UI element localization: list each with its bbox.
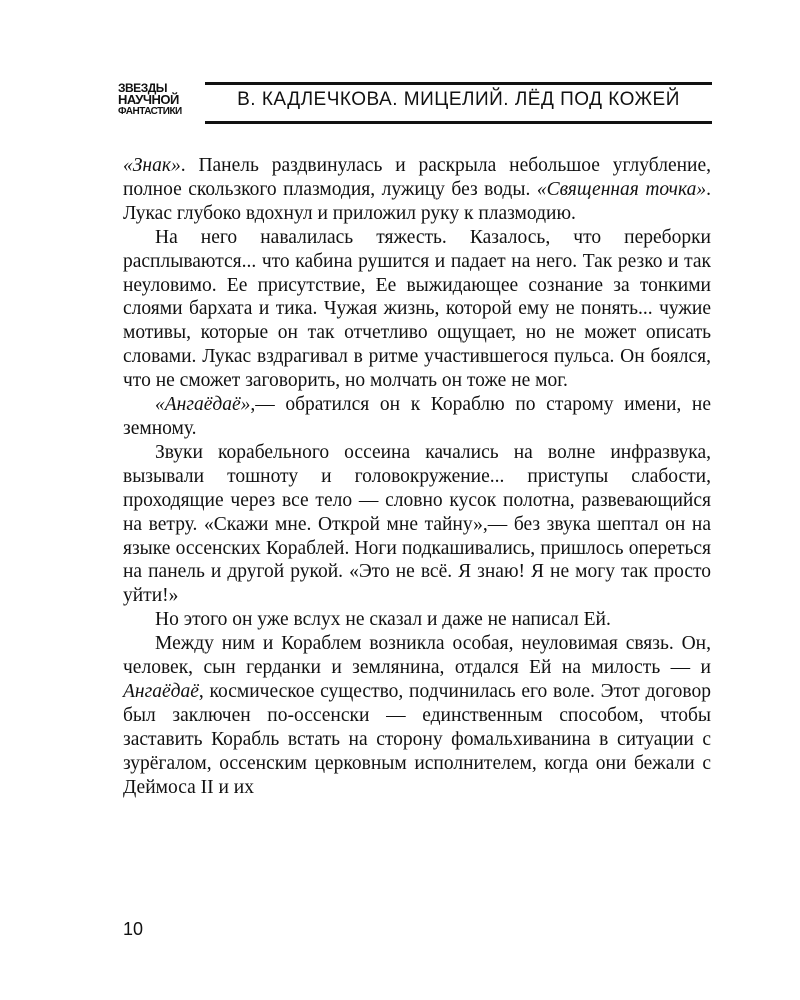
- paragraph-6: [123, 632, 711, 799]
- paragraph-3-text: ,— обратился он к Кораблю по старому имени, не земному.: [123, 394, 711, 439]
- paragraph-1-text-b: . Лукас глубоко вдохнул и приложил руку к плазмодию.: [123, 178, 711, 224]
- italic-term-znak: «Знак»: [123, 155, 181, 176]
- running-head: В. КАДЛЕЧКОВА. МИЦЕЛИЙ. ЛЁД ПОД КОЖЕЙ: [237, 89, 680, 110]
- paragraph-2: На него навалилась тяжесть. Казалось, что переборки расплываются... что кабина рушится и падает на него. Так резко и так неуловимо. Ее присутствие, Ее выжидающее сознание за тонкими слоями бархата и тика. Чужая жизнь, которой ему не понять... чужие мотивы, которые он так отчетливо ощущает, но не может описать словами. Лукас вздрагивал в ритме участившегося пульса. Он боялся, что не сможет заговорить, но молчать он тоже не мог.: [123, 226, 711, 392]
- paragraph-3: [123, 393, 711, 441]
- italic-ship-name-2: Ангаёдаё: [123, 680, 199, 702]
- logo-line-2: НАУЧНОЙ: [118, 92, 179, 107]
- paragraph-1: [123, 154, 711, 226]
- paragraph-1-text-a: . Панель раздвинулась и раскрыла небольшое углубление, полное скользкого плазмодия, лужицу без воды.: [123, 155, 711, 200]
- header-rule-top: [205, 82, 712, 85]
- logo-line-3: ФАНТАСТИКИ: [118, 106, 182, 117]
- italic-term-sacred-point: «Священная точка»: [536, 178, 707, 200]
- paragraph-6-text-a: Между ним и Кораблем возникла особая, неуловимая связь. Он, человек, сын герданки и землянина, отдался Ей на милость — и: [123, 633, 711, 679]
- body-text: [123, 154, 711, 799]
- paragraph-4: Звуки корабельного оссеина качались на волне инфразвука, вызывали тошноту и головокружение... приступы слабости, проходящие через все тело — словно кусок полотна, развевающийся на ветру. «Скажи мне. Открой мне тайну»,— без звука шептал он на языке оссенских Кораблей. Ноги подкашивались, пришлось опереться на панель и другой рукой. «Это не всё. Я знаю! Я не могу так просто уйти!»: [123, 441, 711, 607]
- paragraph-5: Но этого он уже вслух не сказал и даже не написал Ей.: [155, 609, 611, 631]
- header-rule-bottom: [205, 121, 712, 124]
- paragraph-6-text-b: , космическое существо, подчинилась его воле. Этот договор был заключен по-оссенски — единственным способом, чтобы заставить Корабль встать на сторону фомальхиванина в ситуации с зурёгалом, оссенским церковным исполнителем, когда они бежали с Деймоса II и их: [123, 680, 711, 798]
- series-logo: [118, 82, 198, 122]
- italic-ship-name: «Ангаёдаё»: [155, 394, 251, 416]
- logo-line-1: ЗВЕЗДЫ: [118, 81, 168, 95]
- page-number: 10: [123, 919, 144, 939]
